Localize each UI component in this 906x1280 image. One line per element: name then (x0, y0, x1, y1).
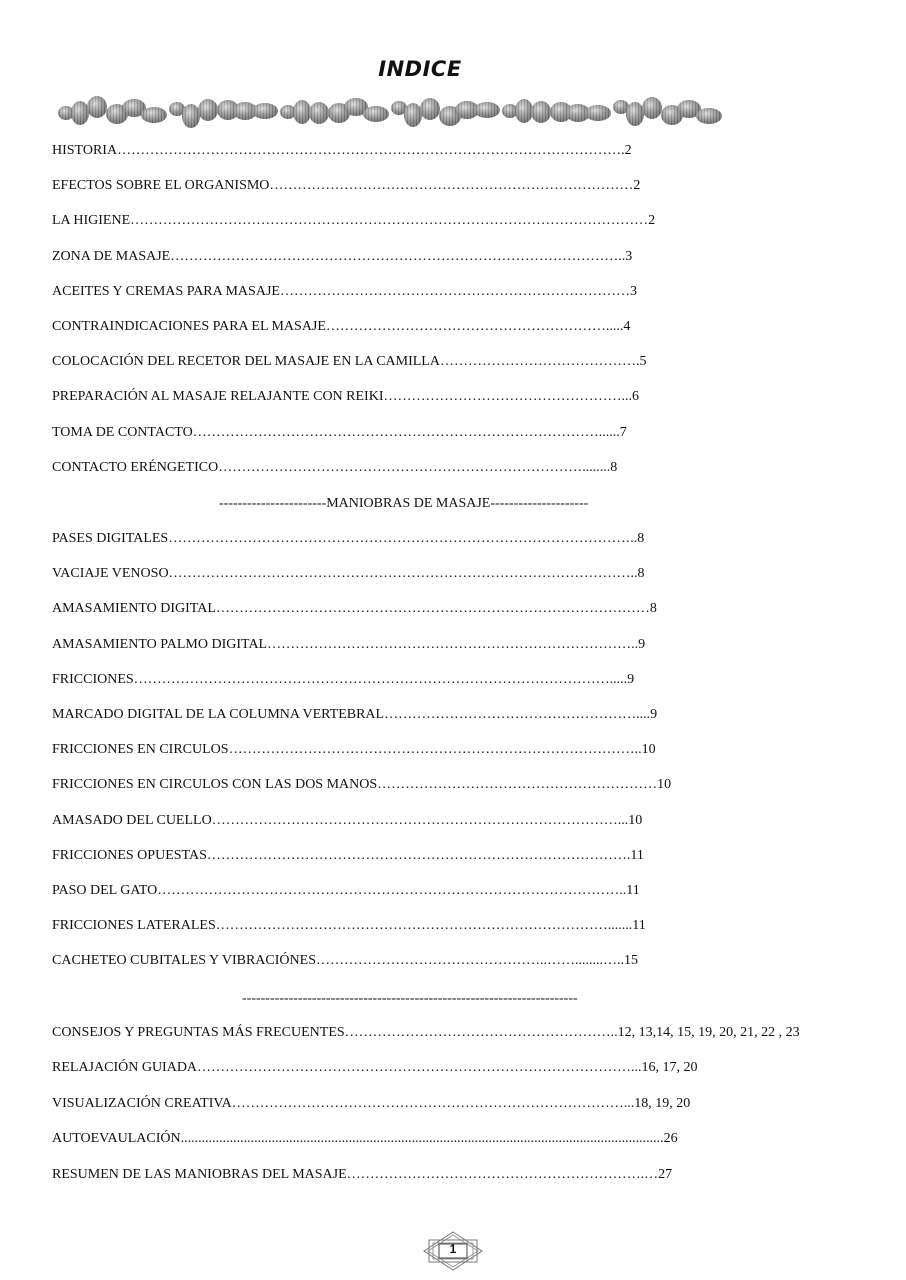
divider-line: ------------------------------------------------------------------------ (242, 991, 578, 1006)
toc-entry: FRICCIONES OPUESTAS……………………………………………………………………………….11 (52, 847, 644, 863)
toc-entry: PASES DIGITALES………………………………………………………………………………………..8 (52, 531, 645, 546)
pebble (474, 102, 500, 118)
pebble (182, 104, 200, 128)
toc-entry: FRICCIONES EN CIRCULOS……………………………………………………………………………..10 (52, 742, 656, 758)
toc-entry: RELAJACIÓN GUIADA…………………………………………………………………………………...16, 17, 20 (52, 1060, 698, 1076)
pebble (252, 103, 278, 119)
toc-entry: PASO DEL GATO………………………………………………………………………………………..11 (52, 883, 640, 898)
page-number: 1 (449, 1242, 457, 1256)
pebble (309, 102, 329, 124)
pebble-border-ornament (56, 92, 730, 132)
pebble (642, 97, 662, 119)
toc-entry: AUTOEVAULACIÓN..........................................................................................................................................26 (52, 1131, 678, 1147)
toc-entry: CONSEJOS Y PREGUNTAS MÁS FRECUENTES…………………………………………………..12, 13,14, 15, 19, 20, 21, 22 , 23 (52, 1025, 800, 1040)
pebble (404, 103, 422, 127)
toc-entry: EFECTOS SOBRE EL ORGANISMO……………………………………………………………………2 (52, 178, 641, 194)
pebble (420, 98, 440, 120)
toc-entry: COLOCACIÓN DEL RECETOR DEL MASAJE EN LA CAMILLA…………………………………….5 (52, 354, 647, 370)
toc-entry: LA HIGIENE…………………………………………………………………………………………………2 (52, 213, 656, 229)
pebble (198, 99, 218, 121)
pebble (141, 107, 167, 123)
toc-entry: HISTORIA……………………………………………………………………………………………….2 (52, 143, 632, 158)
toc-entry: CACHETEO CUBITALES Y VIBRACIÓNES…………………………………………..……........…..15 (52, 953, 638, 969)
pebble (585, 105, 611, 121)
pebble (696, 108, 722, 124)
toc-entry: VISUALIZACIÓN CREATIVA…………………………………………………………………………...18, 19, 20 (52, 1095, 691, 1111)
toc-entry: FRICCIONES EN CIRCULOS CON LAS DOS MANOS……………………………………………………10 (52, 777, 672, 793)
toc-entry: AMASAMIENTO PALMO DIGITAL……………………………………………………………………..9 (52, 636, 646, 652)
pebble (71, 101, 89, 125)
toc-entry: ZONA DE MASAJE……………………………………………………………………………………..3 (52, 248, 633, 264)
pebble (626, 102, 644, 126)
toc-entry: CONTACTO ERÉNGETICO……………………………………………………………………........8 (52, 459, 618, 475)
toc-entry: PREPARACIÓN AL MASAJE RELAJANTE CON REIKI……………………………………………...6 (52, 389, 639, 405)
toc-entry: RESUMEN DE LAS MANIOBRAS DEL MASAJE……………………………………………………….…27 (52, 1166, 673, 1182)
pebble (531, 101, 551, 123)
pebble (363, 106, 389, 122)
toc-entry: ACEITES Y CREMAS PARA MASAJE…………………………………………………………………3 (52, 283, 637, 299)
page-title: INDICE (378, 57, 462, 81)
toc-entry: AMASAMIENTO DIGITAL…………………………………………………………………………………8 (52, 601, 657, 617)
toc-entry: TOMA DE CONTACTO……………………………………………………………………………......7 (52, 424, 627, 440)
toc-entry: FRICCIONES LATERALES………………………………………………………………………….......11 (52, 918, 646, 934)
pebble (515, 99, 533, 123)
toc-entry: MARCADO DIGITAL DE LA COLUMNA VERTEBRAL………………………………………………....9 (52, 707, 658, 722)
toc-entry: FRICCIONES………………………………………………………………………………………….....9 (52, 671, 635, 687)
pebble (293, 100, 311, 124)
toc-entry: CONTRAINDICACIONES PARA EL MASAJE…………………………………………………….....4 (52, 319, 631, 334)
toc-entry: VACIAJE VENOSO………………………………………………………………………………………..8 (52, 566, 645, 582)
toc-entry: AMASADO DEL CUELLO……………………………………………………………………………...10 (52, 812, 643, 828)
pebble (87, 96, 107, 118)
section-heading: -----------------------MANIOBRAS DE MASAJE--------------------- (219, 496, 589, 511)
